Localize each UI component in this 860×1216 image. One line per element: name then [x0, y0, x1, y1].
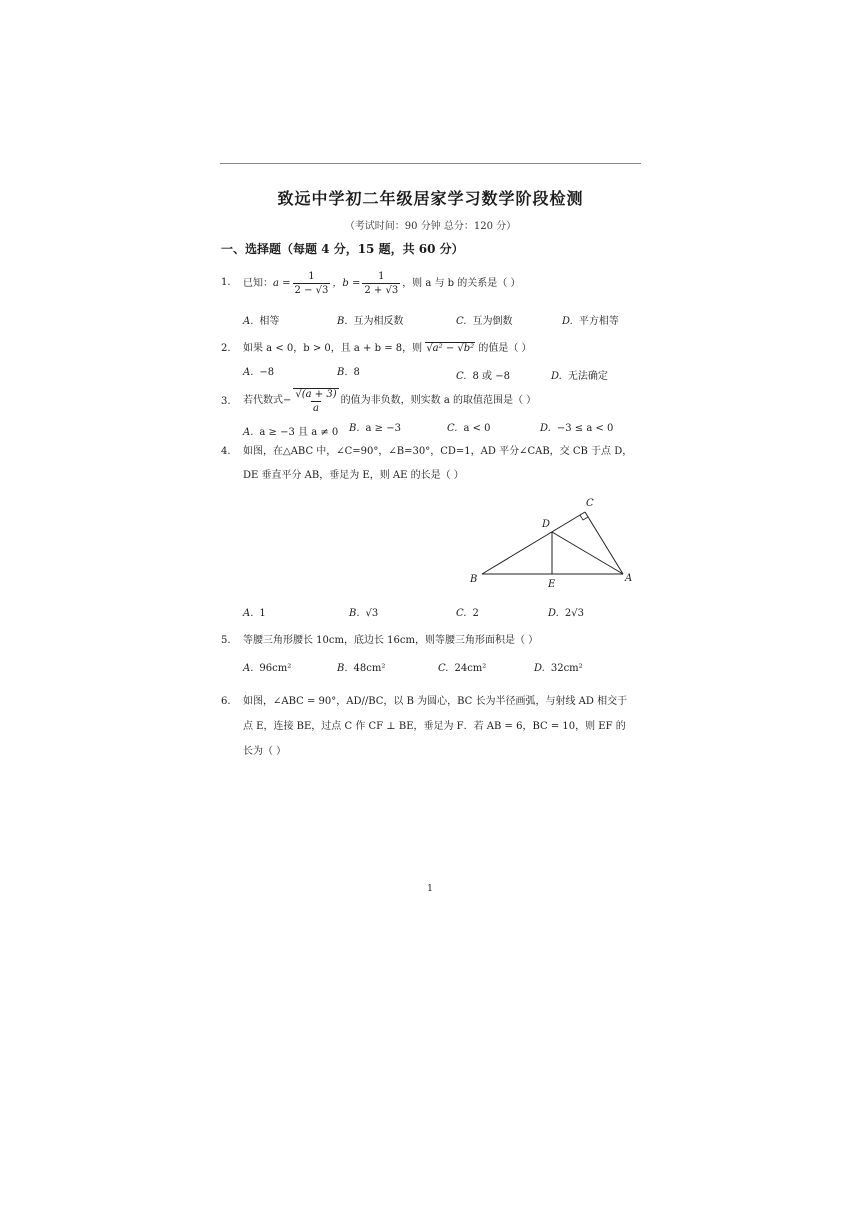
question-1-stem	[243, 268, 520, 300]
question-3-tail: 的值为非负数，则实数 a 的取值范围是（ ）	[340, 395, 537, 406]
question-6-line-1: 如图，∠ABC = 90°，AD//BC，以 B 为圆心，BC 长为半径画弧，与射线 AD 相交于	[243, 696, 628, 707]
q4-option-a[interactable]: A. 1	[243, 608, 266, 619]
q5-option-c[interactable]: C. 24cm²	[438, 663, 487, 674]
q4-option-d[interactable]: D. 2√3	[548, 608, 584, 619]
fraction-q3-denominator: a	[313, 402, 319, 414]
q3-option-c[interactable]: C. a < 0	[447, 423, 491, 434]
question-3-number: 3.	[221, 396, 231, 407]
question-6-line-3: 长为（ ）	[243, 746, 287, 757]
question-4-number: 4.	[221, 446, 231, 457]
fraction-b-denominator: 2 + √3	[364, 285, 399, 296]
label-b: B	[470, 574, 478, 585]
question-2-stem	[243, 342, 532, 356]
q4-option-b[interactable]: B. √3	[349, 608, 379, 619]
q3-option-a[interactable]: A. a ≥ −3 且 a ≠ 0	[243, 427, 339, 438]
q2-option-a[interactable]: A. −8	[243, 367, 275, 378]
q1-option-c[interactable]: C. 互为倒数	[456, 316, 513, 327]
sqrt-expression: √a² − √b²	[426, 343, 475, 354]
q1-option-b[interactable]: B. 互为相反数	[337, 316, 404, 327]
q1-option-d[interactable]: D. 平方相等	[562, 316, 619, 327]
question-1-lead: 已知：	[243, 278, 273, 289]
fraction-b	[362, 271, 400, 297]
q2-option-d[interactable]: D. 无法确定	[551, 371, 608, 382]
a-equals: a =	[273, 278, 291, 289]
section-heading: 一、选择题（每题 4 分，15 题，共 60 分）	[221, 242, 464, 256]
q3-option-b[interactable]: B. a ≥ −3	[349, 423, 401, 434]
fraction-a-denominator: 2 − √3	[294, 285, 329, 296]
label-d: D	[542, 519, 551, 530]
segment-ca	[585, 512, 623, 574]
segment-da	[552, 532, 623, 574]
question-1-tail: ，则 a 与 b 的关系是（ ）	[402, 278, 521, 289]
question-3-stem	[243, 386, 536, 416]
question-2-lead: 如果 a < 0，b > 0，且 a + b = 8，则	[243, 343, 423, 354]
triangle-figure	[460, 492, 640, 592]
question-1-number: 1.	[221, 277, 231, 288]
question-6-number: 6.	[221, 696, 231, 707]
q5-option-b[interactable]: B. 48cm²	[337, 663, 386, 674]
question-6-line-2: 点 E，连接 BE，过点 C 作 CF ⊥ BE，垂足为 F．若 AB = 6，BC = 10，则 EF 的	[243, 721, 626, 732]
q5-option-a[interactable]: A. 96cm²	[243, 663, 292, 674]
question-2-tail: 的值是（ ）	[478, 343, 532, 354]
q5-option-d[interactable]: D. 32cm²	[534, 663, 583, 674]
question-5-stem: 等腰三角形腰长 10cm，底边长 16cm，则等腰三角形面积是（ ）	[243, 635, 539, 646]
header-rule	[220, 163, 641, 164]
fraction-q3	[293, 388, 338, 415]
fraction-a-numerator: 1	[308, 271, 315, 282]
question-2-number: 2.	[221, 343, 231, 354]
question-4-line-1: 如图，在△ABC 中，∠C=90°，∠B=30°，CD=1，AD 平分∠CAB，交 CB 于点 D，	[243, 446, 633, 457]
question-4-line-2: DE 垂直平分 AB，垂足为 E，则 AE 的长是（ ）	[243, 470, 464, 481]
question-5-number: 5.	[221, 635, 231, 646]
b-equals: ，b =	[332, 278, 361, 289]
q2-option-b[interactable]: B. 8	[337, 367, 360, 378]
segment-bc	[482, 512, 585, 574]
q1-option-a[interactable]: A. 相等	[243, 316, 280, 327]
exam-info: （考试时间：90 分钟 总分：120 分）	[344, 221, 517, 232]
label-e: E	[548, 579, 556, 590]
question-3-lead: 若代数式	[243, 395, 283, 406]
fraction-q3-numerator: √(a + 3)	[295, 388, 337, 400]
fraction-b-numerator: 1	[378, 271, 385, 282]
q4-option-c[interactable]: C. 2	[456, 608, 479, 619]
label-c: C	[586, 498, 594, 509]
q2-option-c[interactable]: C. 8 或 −8	[456, 371, 510, 382]
minus-sign: −	[283, 395, 292, 406]
page-number: 1	[427, 884, 433, 894]
fraction-a	[293, 271, 331, 297]
page-title: 致远中学初二年级居家学习数学阶段检测	[277, 189, 584, 208]
label-a: A	[625, 573, 633, 584]
q3-option-d[interactable]: D. −3 ≤ a < 0	[540, 423, 614, 434]
